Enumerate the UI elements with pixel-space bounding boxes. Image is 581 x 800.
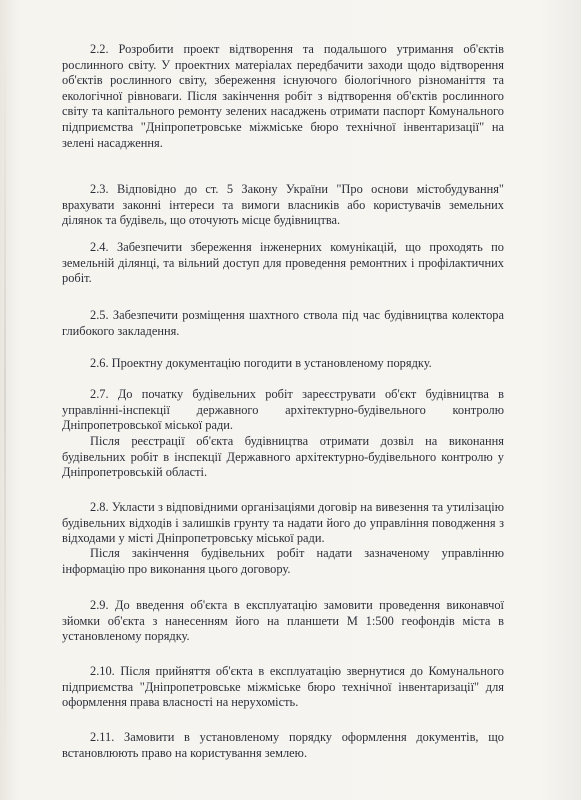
paragraph-2-5: 2.5. Забезпечити розміщення шахтного ствола під час будівництва колектора глибокого закладення. (62, 308, 504, 338)
scan-edge-shadow (4, 40, 6, 760)
paragraph-2-9: 2.9. До введення об'єкта в експлуатацію замовити проведення виконавчої зйомки об'єкта з нанесенням його на планшети М 1:500 геофондів міста в установленому порядку. (62, 598, 504, 644)
paragraph-2-8: 2.8. Укласти з відповідними організаціями договір на вивезення та утилізацію будівельних відходів і залишків грунту та надати його до управління поводження з відходами у місті Дніпропетровську міської ради. (62, 500, 504, 546)
paragraph-2-4: 2.4. Забезпечити збереження інженерних комунікацій, що проходять по земельній ділянці, та вільний доступ для проведення ремонтних і профілактичних робіт. (62, 240, 504, 286)
paragraph-2-7: 2.7. До початку будівельних робіт зареєструвати об'єкт будівництва в управлінні-інспекції державного архітектурно-будівельного контролю Дніпропетровської міської ради. (62, 387, 504, 433)
paragraph-2-7-continued: Після реєстрації об'єкта будівництва отримати дозвіл на виконання будівельних робіт в інспекції Державного архітектурно-будівельного контролю у Дніпропетровській області. (62, 434, 504, 480)
paragraph-2-11: 2.11. Замовити в установленому порядку оформлення документів, що встановлюють право на користування землею. (62, 730, 504, 760)
paragraph-2-10: 2.10. Після прийняття об'єкта в експлуатацію звернутися до Комунального підприємства "Дніпропетровське міжміське бюро технічної інвентаризації" для оформлення права власності на нерухомість. (62, 664, 504, 710)
paragraph-2-8-continued: Після закінчення будівельних робіт надати зазначеному управлінню інформацію про виконання цього договору. (62, 546, 504, 576)
paragraph-2-3: 2.3. Відповідно до ст. 5 Закону України "Про основи містобудування" врахувати законні інтереси та вимоги власників або користувачів земельних ділянок та будівель, що оточують місце будівництва. (62, 182, 504, 228)
paragraph-2-2: 2.2. Розробити проект відтворення та подальшого утримання об'єктів рослинного світу. У проектних матеріалах передбачити заходи щодо відтворення об'єктів рослинного світу, збереження існуючого біологічного різноманіття та екологічної рівноваги. Після закінчення робіт з відтворення об'єктів рослинного світу та капітального ремонту зелених насаджень отримати паспорт Комунального підприємства "Дніпропетровське міжміське бюро технічної інвентаризації" на зелені насадження. (62, 42, 504, 150)
paragraph-2-6: 2.6. Проектну документацію погодити в установленому порядку. (90, 356, 432, 370)
